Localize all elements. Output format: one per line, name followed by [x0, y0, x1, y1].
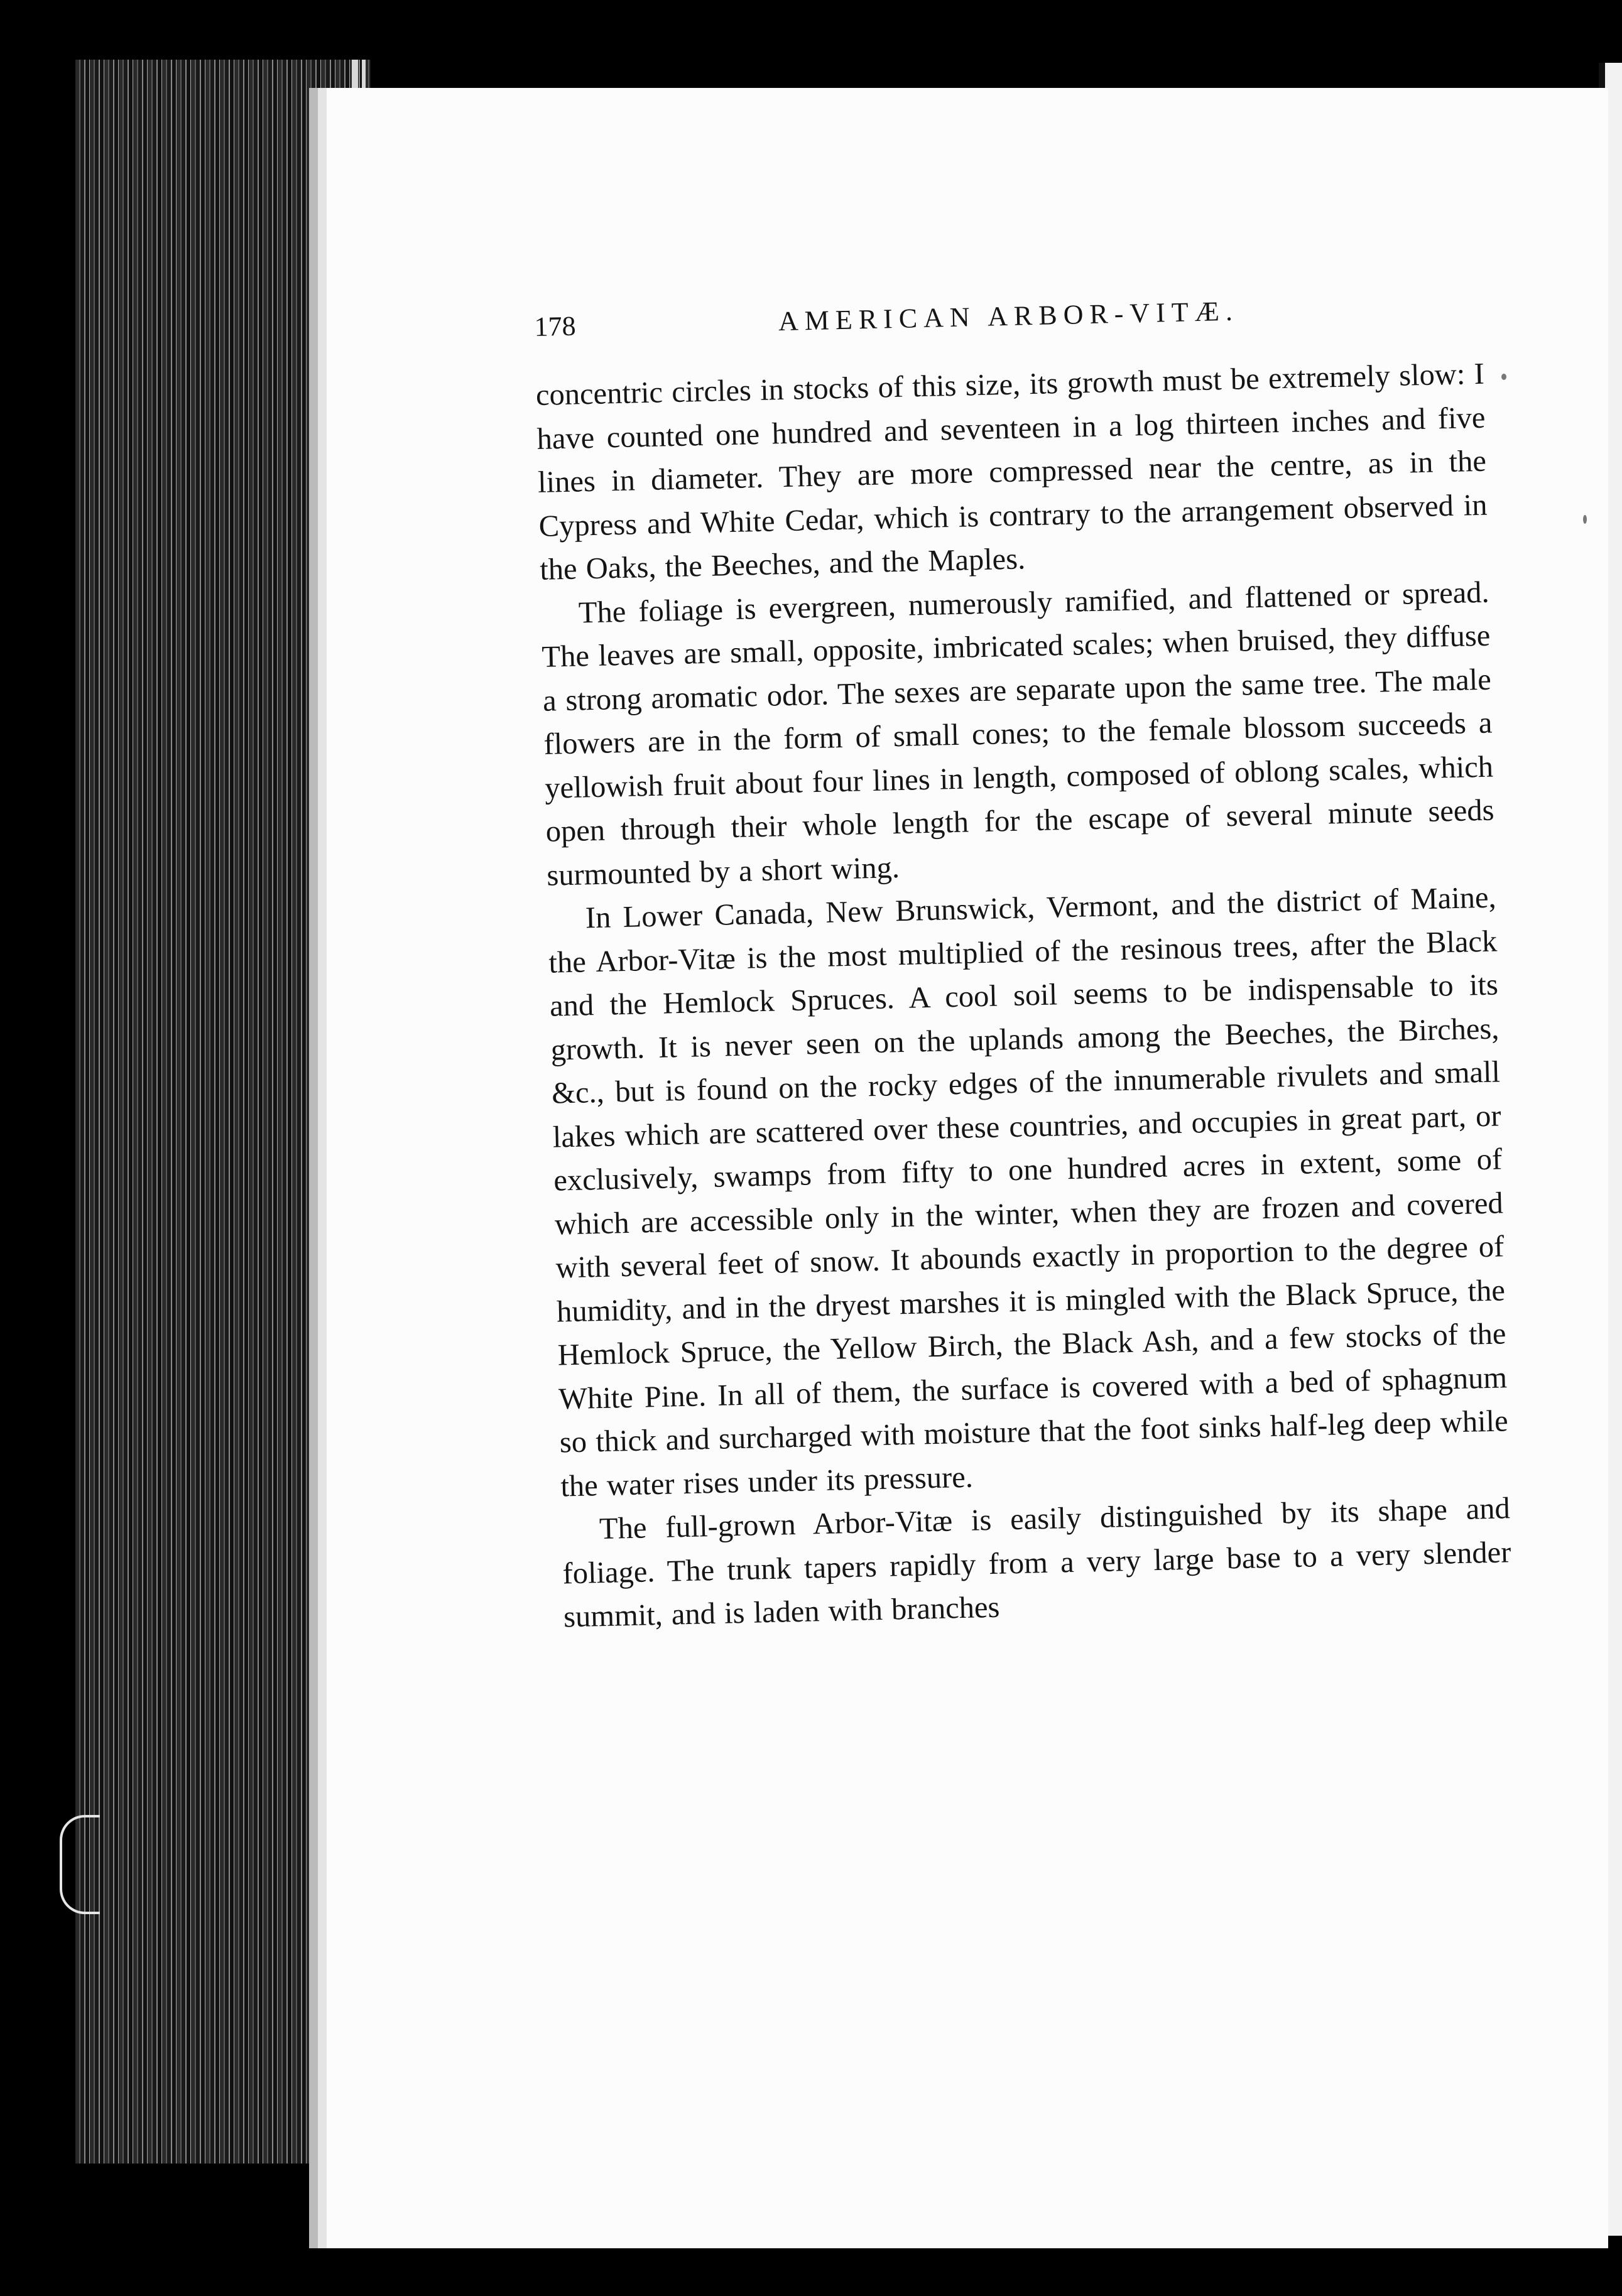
paragraph-4: The full-grown Arbor-Vitæ is easily distinguished by its shape and foliage. The trunk tapers rapidly from a very large base to a very slender summit, and is laden with branches — [562, 1492, 1511, 1634]
running-head — [534, 290, 1483, 361]
paragraph-2: The foliage is evergreen, numerously ramified, and flattened or spread. The leaves are small, opposite, imbricated scales; when bruised, they diffuse a strong aromatic odor. The sexes are separate upon the same tree. The male flowers are in the form of small cones; to the female blossom succeeds a yellowish fruit about four lines in length, composed of oblong scales, which open through their whole length for the escape of several minute seeds surmounted by a short wing. — [541, 575, 1495, 892]
book-page — [327, 88, 1608, 2248]
text-block — [534, 290, 1513, 1639]
page-tab — [60, 1815, 100, 1914]
paragraph-3: In Lower Canada, New Brunswick, Vermont, and the district of Maine, the Arbor-Vitæ is the most multiplied of the resinous trees, after the Black and the Hemlock Spruces. A cool soil seems to be indispensable to its growth. It is never seen on the uplands among the Beeches, the Birches, &c., but is found on the rocky edges of the innumerable rivulets and small lakes which are scattered over these countries, and occupies in great part, or exclusively, swamps from fifty to one hundred acres in extent, some of which are accessible only in the winter, when they are frozen and covered with several feet of snow. It abounds exactly in proportion to the degree of humidity, and in the dryest marshes it is mingled with the Black Spruce, the Hemlock Spruce, the Yellow Birch, the Black Ash, and a few stocks of the White Pine. In all of them, the surface is covered with a bed of sphagnum so thick and surcharged with moisture that the foot sinks half-leg deep while the water rises under its pressure. — [548, 880, 1509, 1503]
page-speck — [1583, 515, 1587, 524]
page-number: 178 — [534, 310, 577, 342]
paragraph-1: concentric circles in stocks of this size, its growth must be extremely slow: I have counted one hundred and seventeen in a log thirteen inches and five lines in diameter. They are more compressed near the centre, as in the Cypress and White Cedar, which is contrary to the arrangement observed in the Oaks, the Beeches, and the Maples. — [535, 357, 1488, 587]
page-speck — [1501, 374, 1506, 380]
running-title: AMERICAN ARBOR-VITÆ. — [778, 295, 1239, 337]
